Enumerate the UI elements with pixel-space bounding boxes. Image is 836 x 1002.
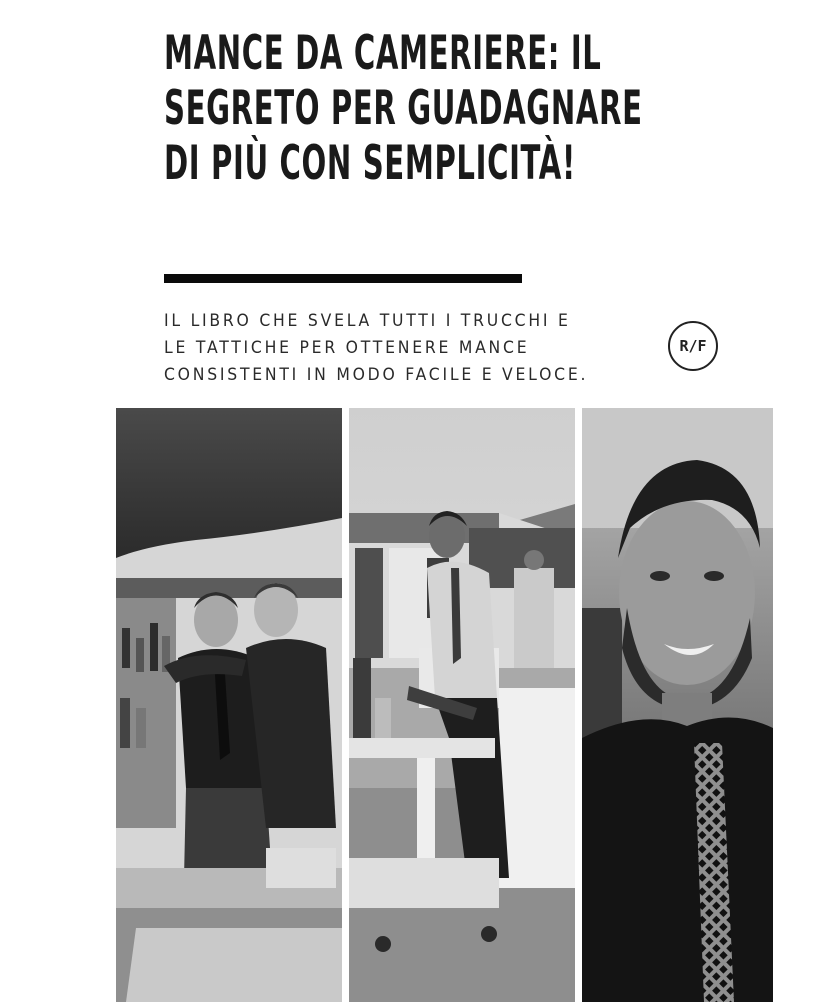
title-line-3: DI PIÙ CON SEMPLICITÀ! xyxy=(164,136,576,191)
title-line-1: MANCE DA CAMERIERE: IL xyxy=(164,26,602,81)
subtitle-line-1: IL LIBRO CHE SVELA TUTTI I TRUCCHI E xyxy=(164,311,571,331)
author-monogram-badge: R/F xyxy=(668,321,718,371)
title-divider xyxy=(164,274,522,283)
subtitle-line-3: CONSISTENTI IN MODO FACILE E VELOCE. xyxy=(164,365,589,385)
subtitle-line-2: LE TATTICHE PER OTTENERE MANCE xyxy=(164,338,530,358)
waiter-pouring-wine-photo xyxy=(349,408,575,1002)
book-subtitle xyxy=(164,308,679,389)
title-line-2: SEGRETO PER GUADAGNARE xyxy=(164,81,643,136)
two-waiters-at-bar-photo xyxy=(116,408,342,1002)
book-title xyxy=(164,26,643,191)
smiling-man-portrait-photo xyxy=(582,408,773,1002)
